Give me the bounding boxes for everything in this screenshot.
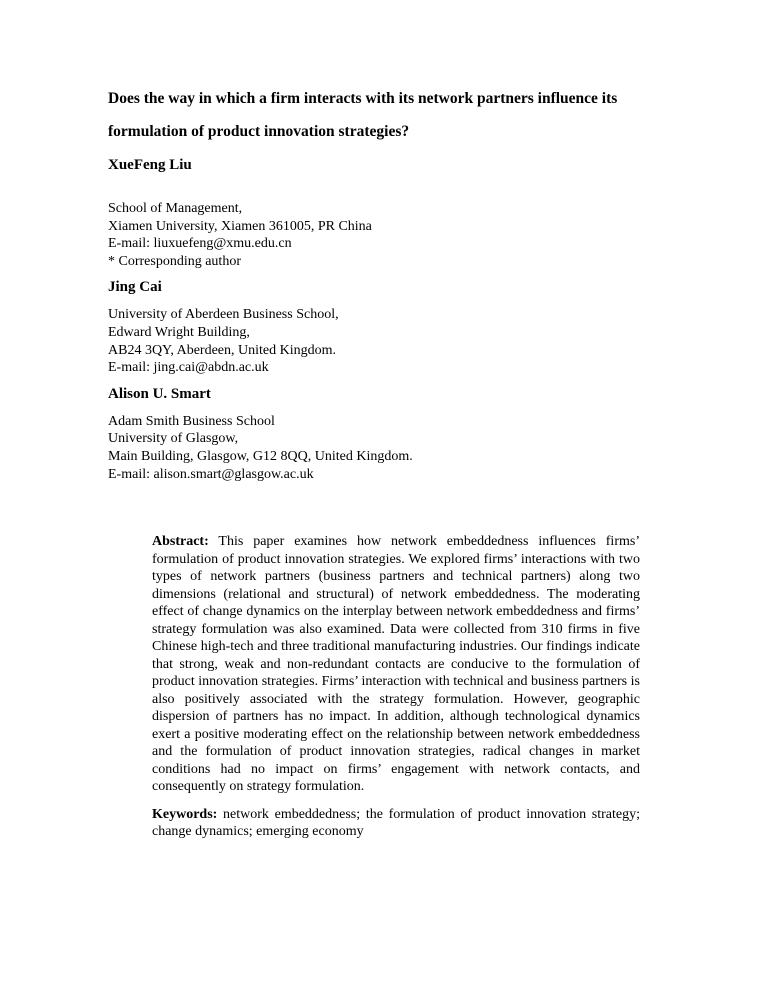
abstract-label: Abstract: <box>152 534 209 550</box>
affiliation-line: University of Aberdeen Business School, <box>108 307 339 323</box>
email-line: E-mail: alison.smart@glasgow.ac.uk <box>108 466 314 482</box>
author-affiliation <box>108 200 665 270</box>
corresponding-author-note: * Corresponding author <box>108 253 241 269</box>
author-name: Jing Cai <box>108 279 162 296</box>
affiliation-line: AB24 3QY, Aberdeen, United Kingdom. <box>108 342 336 358</box>
affiliation-line: Xiamen University, Xiamen 361005, PR China <box>108 218 372 234</box>
abstract-text: This paper examines how network embeddedness influences firms’ formulation of product innovation strategies. We explored firms’ interactions with two types of network partners (business partners and technical partners) along two dimensions (relational and structural) of network embeddedness. The moderating effect of change dynamics on the interplay between network embeddedness and firms’ strategy formulation was also examined. Data were collected from 310 firms in five Chinese high-tech and three traditional manufacturing industries. Our findings indicate that strong, weak and non-redundant contacts are conducive to the formulation of product innovation strategies. Firms’ interaction with technical and business partners is also positively associated with the strategy formulation. However, geographic dispersion of partners has no impact. In addition, although technological dynamics exert a positive moderating effect on the relationship between network embeddedness and the formulation of product innovation strategies, radical changes in market conditions had no impact on firms’ engagement with network contacts, and consequently on strategy formulation. <box>152 534 640 795</box>
affiliation-line: University of Glasgow, <box>108 431 239 447</box>
keywords-text: network embeddedness; the formulation of product innovation strategy; change dynamics; emerging economy <box>152 806 641 840</box>
affiliation-line: Edward Wright Building, <box>108 324 250 340</box>
email-line: E-mail: jing.cai@abdn.ac.uk <box>108 360 269 376</box>
page-title: Does the way in which a firm interacts with its network partners influence its formulation of product innovation strategies? <box>108 90 618 140</box>
affiliation-line: School of Management, <box>108 201 243 216</box>
author-block <box>108 278 665 376</box>
keywords <box>152 806 640 841</box>
keywords-label: Keywords: <box>152 806 218 822</box>
author-name: XueFeng Liu <box>108 157 192 173</box>
affiliation-line: Main Building, Glasgow, G12 8QQ, United Kingdom. <box>108 448 413 464</box>
author-name: Alison U. Smart <box>108 385 211 402</box>
author-block <box>108 385 665 483</box>
author-block <box>108 156 665 270</box>
email-line: E-mail: liuxuefeng@xmu.edu.cn <box>108 236 292 252</box>
affiliation-line: Adam Smith Business School <box>108 413 275 429</box>
abstract <box>152 533 640 796</box>
author-affiliation <box>108 306 665 376</box>
author-affiliation <box>108 413 665 483</box>
